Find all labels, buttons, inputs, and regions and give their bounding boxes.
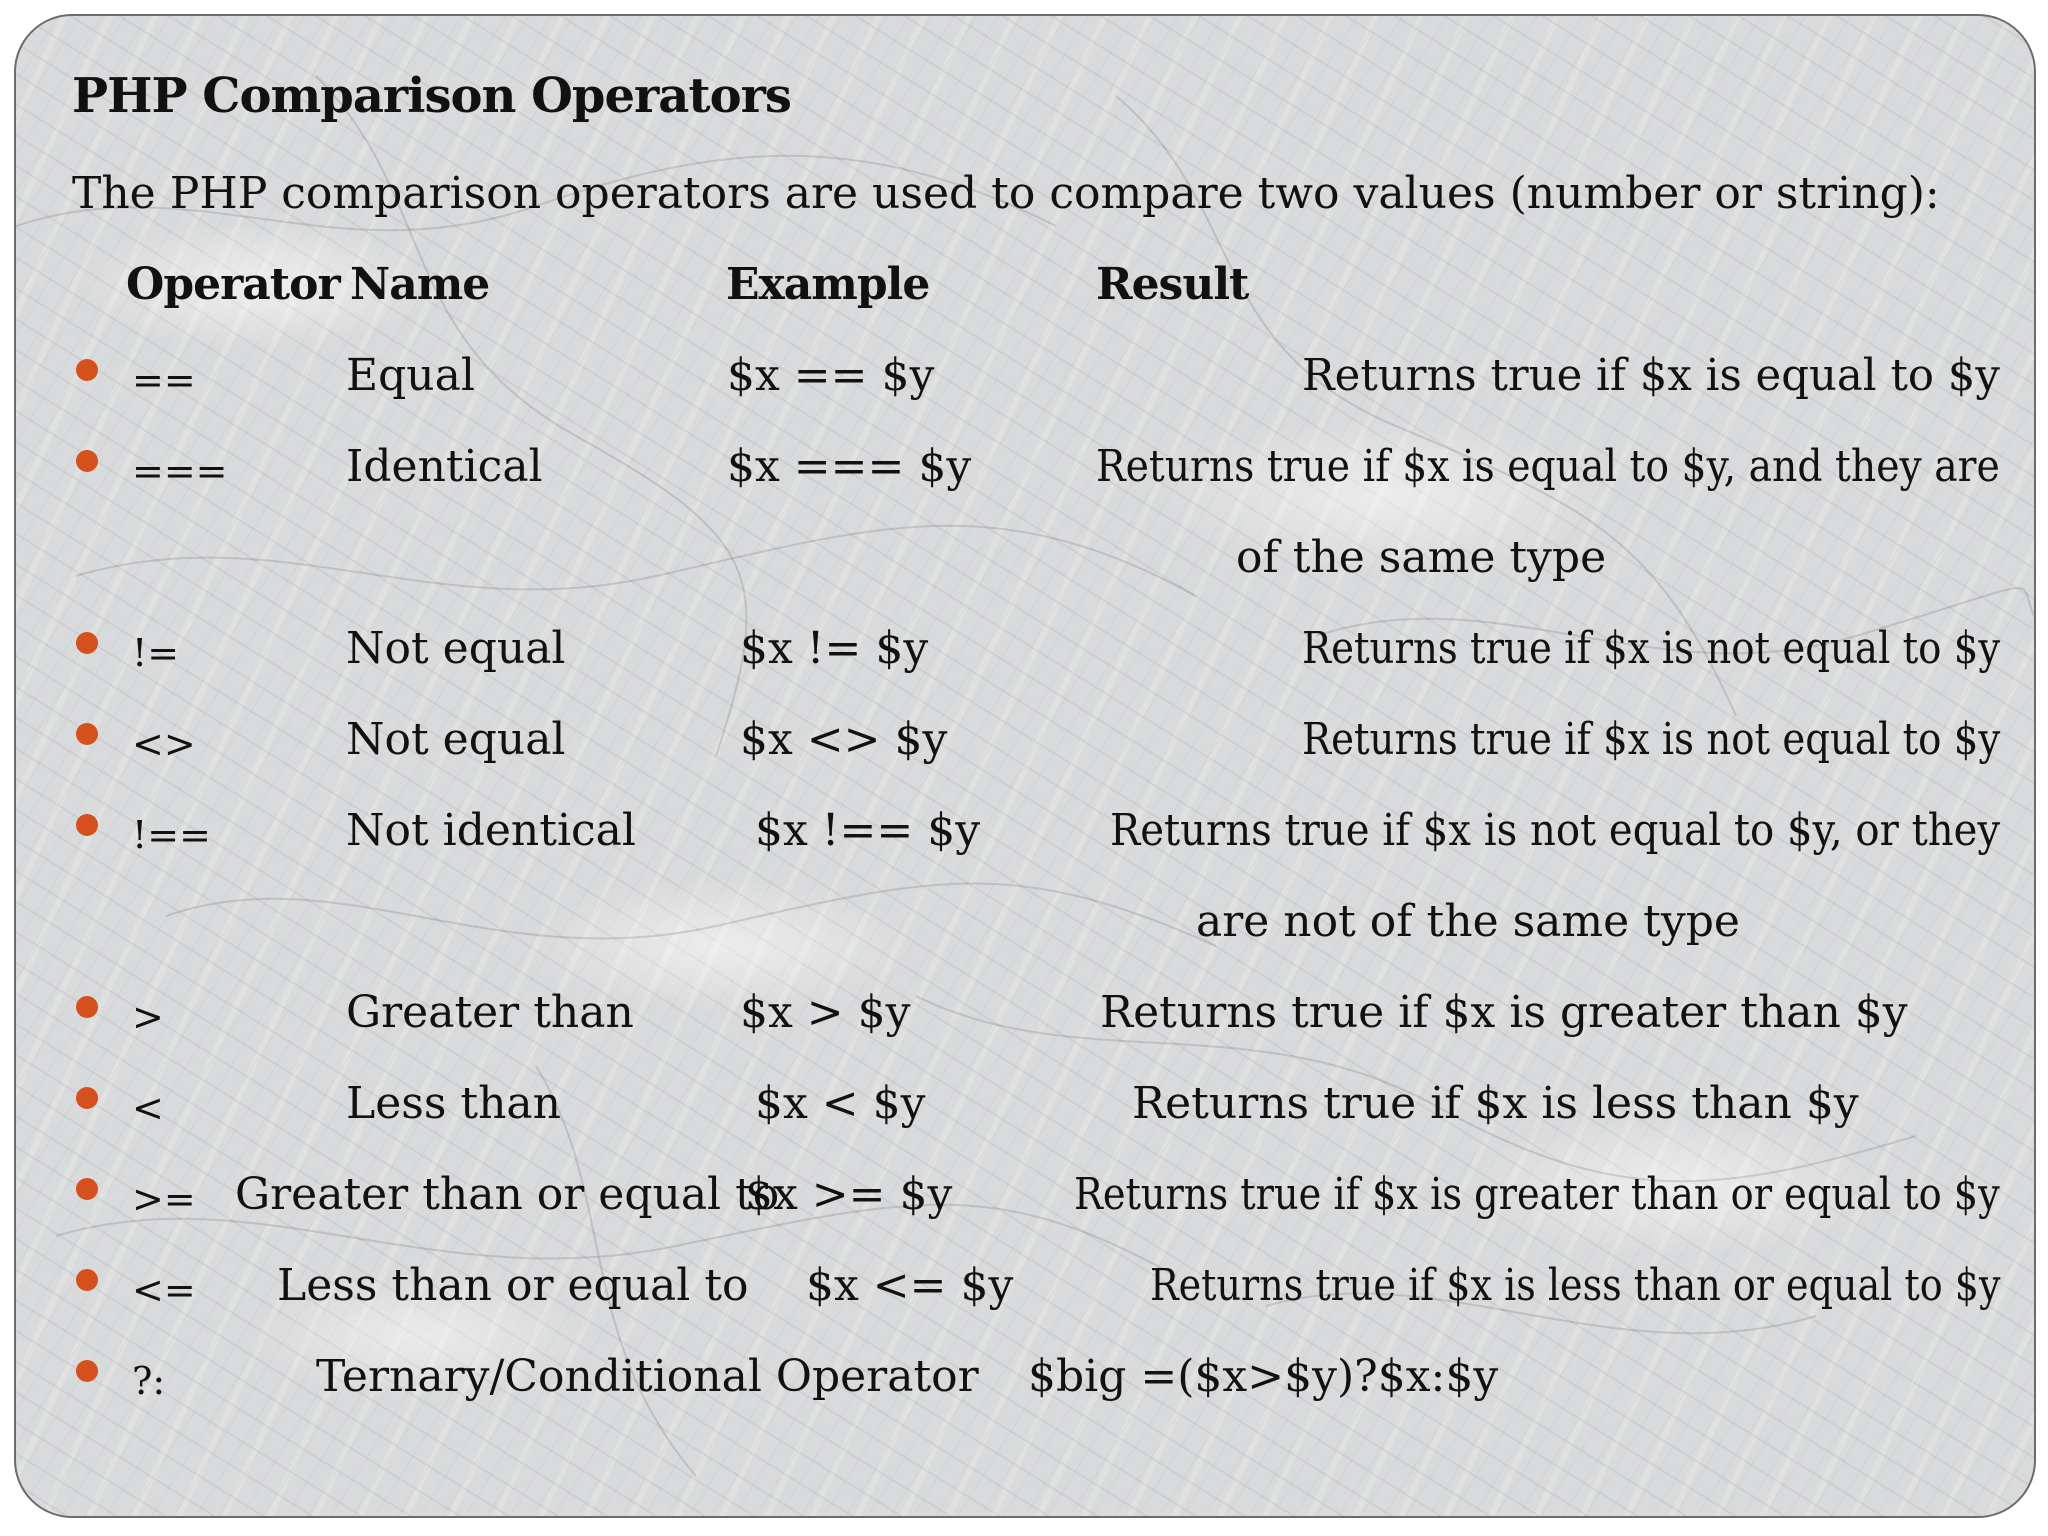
result-cell: Returns true if $x is not equal to $y, or they — [1110, 805, 2001, 856]
operator-cell: ?: — [132, 1359, 166, 1403]
operator-cell: <> — [132, 722, 196, 766]
example-cell: $x !== $y — [755, 805, 981, 856]
operator-cell: != — [132, 631, 180, 675]
operator-cell: <= — [132, 1268, 196, 1312]
bullet-icon — [76, 723, 98, 745]
header-operator: Operator — [126, 259, 340, 310]
name-cell: Less than — [346, 1078, 561, 1129]
example-cell: $big =($x>$y)?$x:$y — [1028, 1351, 1499, 1402]
operator-cell: > — [132, 995, 164, 1039]
bullet-icon — [76, 1178, 98, 1200]
result-cell: Returns true if $x is greater than $y — [1100, 987, 1908, 1038]
name-cell: Less than or equal to — [277, 1260, 749, 1311]
example-cell: $x === $y — [727, 441, 972, 492]
name-cell: Not equal — [346, 623, 566, 674]
example-cell: $x >= $y — [745, 1169, 953, 1220]
example-cell: $x <> $y — [740, 714, 948, 765]
bullet-icon — [76, 1269, 98, 1291]
result-cell: Returns true if $x is equal to $y — [1302, 350, 2000, 401]
name-cell: Equal — [346, 350, 475, 401]
result-cell: Returns true if $x is less than $y — [1132, 1078, 1859, 1129]
result-cell: Returns true if $x is less than or equal to $y — [1150, 1260, 2001, 1311]
header-example: Example — [726, 259, 930, 310]
result-cell: Returns true if $x is not equal to $y — [1302, 714, 2001, 765]
intro-text: The PHP comparison operators are used to compare two values (number or string): — [72, 168, 1940, 219]
operator-cell: >= — [132, 1177, 196, 1221]
example-cell: $x != $y — [740, 623, 929, 674]
example-cell: $x <= $y — [806, 1260, 1014, 1311]
bullet-icon — [76, 996, 98, 1018]
example-cell: $x == $y — [727, 350, 935, 401]
header-name: Name — [350, 259, 490, 310]
result-cell: Returns true if $x is equal to $y, and they are — [1096, 441, 2000, 492]
result-cell-continued: are not of the same type — [1196, 896, 1740, 947]
bullet-icon — [76, 1087, 98, 1109]
header-result: Result — [1096, 259, 1249, 310]
bullet-icon — [76, 359, 98, 381]
result-cell-continued: of the same type — [1236, 532, 1607, 583]
bullet-icon — [76, 450, 98, 472]
name-cell: Ternary/Conditional Operator — [316, 1351, 979, 1402]
bullet-icon — [76, 1360, 98, 1382]
result-cell: Returns true if $x is not equal to $y — [1302, 623, 2001, 674]
bullet-icon — [76, 814, 98, 836]
operator-cell: === — [132, 449, 228, 493]
name-cell: Not equal — [346, 714, 566, 765]
name-cell: Identical — [346, 441, 543, 492]
name-cell: Greater than or equal to — [235, 1169, 780, 1220]
bullet-icon — [76, 632, 98, 654]
example-cell: $x > $y — [740, 987, 911, 1038]
result-cell: Returns true if $x is greater than or equal to $y — [1074, 1169, 2000, 1220]
operator-cell: == — [132, 358, 196, 402]
operator-cell: !== — [132, 813, 211, 857]
name-cell: Greater than — [346, 987, 634, 1038]
name-cell: Not identical — [346, 805, 636, 856]
slide-title: PHP Comparison Operators — [72, 68, 791, 124]
operator-cell: < — [132, 1086, 164, 1130]
example-cell: $x < $y — [755, 1078, 926, 1129]
